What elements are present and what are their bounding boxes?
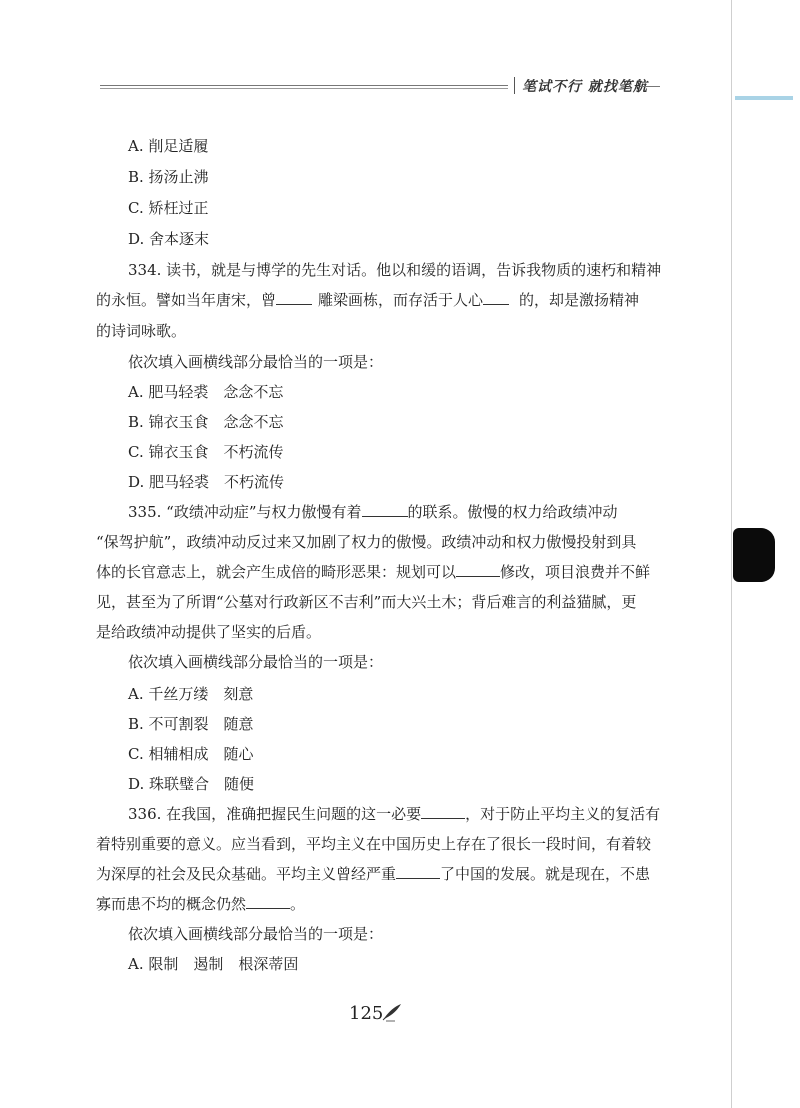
fill-blank xyxy=(483,290,509,305)
q334-prompt: 依次填入画横线部分最恰当的一项是： xyxy=(128,353,384,371)
q336-stem-line3 xyxy=(96,864,650,884)
q334-stem-line1: 334. 读书，就是与博学的先生对话。他以和缓的语调，告诉我物质的速朽和精神 xyxy=(128,261,662,279)
page-number: 125 xyxy=(349,1003,384,1024)
q336-option-a: A. 限制 遏制 根深蒂固 xyxy=(128,955,299,973)
q335-option-a: A. 千丝万缕 刻意 xyxy=(128,685,254,703)
q336-prompt: 依次填入画横线部分最恰当的一项是： xyxy=(128,925,384,943)
q336-stem-part: 寡而患不均的概念仍然 xyxy=(96,895,247,913)
chapter-thumb-tab xyxy=(733,528,775,582)
q336-stem-part: 336. 在我国，准确把握民生问题的这一必要 xyxy=(128,805,422,823)
q335-stem-part: 体的长官意志上，就会产生成倍的畸形恶果：规划可以 xyxy=(96,563,457,581)
q334-option-a: A. 肥马轻裘 念念不忘 xyxy=(128,383,284,401)
running-header xyxy=(100,76,660,96)
q334-stem-line3: 的诗词咏歌。 xyxy=(96,322,187,340)
fill-blank xyxy=(396,864,440,879)
q335-option-b: B. 不可割裂 随意 xyxy=(128,715,254,733)
q335-stem-part: 的联系。傲慢的权力给政绩冲动 xyxy=(407,503,618,521)
fill-blank xyxy=(362,502,408,517)
q335-stem-line2: “保驾护航”，政绩冲动反过来又加剧了权力的傲慢。政绩冲动和权力傲慢投射到具 xyxy=(96,533,637,551)
q334-option-b: B. 锦衣玉食 念念不忘 xyxy=(128,413,284,431)
q335-stem-line4: 见，甚至为了所谓“公墓对行政新区不吉利”而大兴土木；背后难言的利益猫腻，更 xyxy=(96,593,637,611)
q336-stem-part: 。 xyxy=(290,895,306,913)
q334-stem-part: 的，却是激扬精神 xyxy=(519,291,640,309)
q333-option-a: A. 削足适履 xyxy=(128,137,209,155)
q336-stem-line4 xyxy=(96,894,305,914)
fill-blank xyxy=(421,804,465,819)
fill-blank xyxy=(246,894,290,909)
q336-stem-line1 xyxy=(128,804,660,824)
q336-stem-line2: 着特别重要的意义。应当看到，平均主义在中国历史上存在了很长一段时间，有着较 xyxy=(96,835,652,853)
header-title: 笔试不行 就找笔航 xyxy=(522,79,648,95)
q336-stem-part: 为深厚的社会及民众基础。平均主义曾经严重 xyxy=(96,865,397,883)
header-rule-secondary xyxy=(100,88,508,89)
q335-stem-part: 修改，项目浪费并不鲜 xyxy=(500,563,651,581)
q335-option-c: C. 相辅相成 随心 xyxy=(128,745,254,763)
q335-prompt: 依次填入画横线部分最恰当的一项是： xyxy=(128,653,384,671)
q334-stem-line2 xyxy=(96,290,639,310)
q334-stem-part: 雕梁画栋，而存活于人心 xyxy=(318,291,484,309)
q334-option-d: D. 肥马轻裘 不朽流传 xyxy=(128,473,285,491)
header-rule-tail xyxy=(640,86,660,87)
header-separator xyxy=(514,77,515,94)
q335-stem-line1 xyxy=(128,502,618,522)
q333-option-c: C. 矫枉过正 xyxy=(128,199,209,217)
fill-blank xyxy=(276,290,312,305)
page-edge-accent xyxy=(735,96,793,100)
q336-stem-part: ，对于防止平均主义的复活有 xyxy=(465,805,661,823)
q334-option-c: C. 锦衣玉食 不朽流传 xyxy=(128,443,284,461)
fill-blank xyxy=(456,562,500,577)
page-edge-line xyxy=(731,0,732,1108)
q335-option-d: D. 珠联璧合 随便 xyxy=(128,775,255,793)
q336-stem-part: 了中国的发展。就是现在，不患 xyxy=(440,865,651,883)
feather-pen-icon xyxy=(381,1002,403,1022)
q333-option-b: B. 扬汤止沸 xyxy=(128,168,209,186)
q333-option-d: D. 舍本逐末 xyxy=(128,230,210,248)
q334-stem-part: 的永恒。譬如当年唐宋，曾 xyxy=(96,291,277,309)
q335-stem-line3 xyxy=(96,562,650,582)
q335-stem-line5: 是给政绩冲动提供了坚实的后盾。 xyxy=(96,623,322,641)
q335-stem-part: 335. “政绩冲动症”与权力傲慢有着 xyxy=(128,503,362,521)
header-rule xyxy=(100,85,508,86)
